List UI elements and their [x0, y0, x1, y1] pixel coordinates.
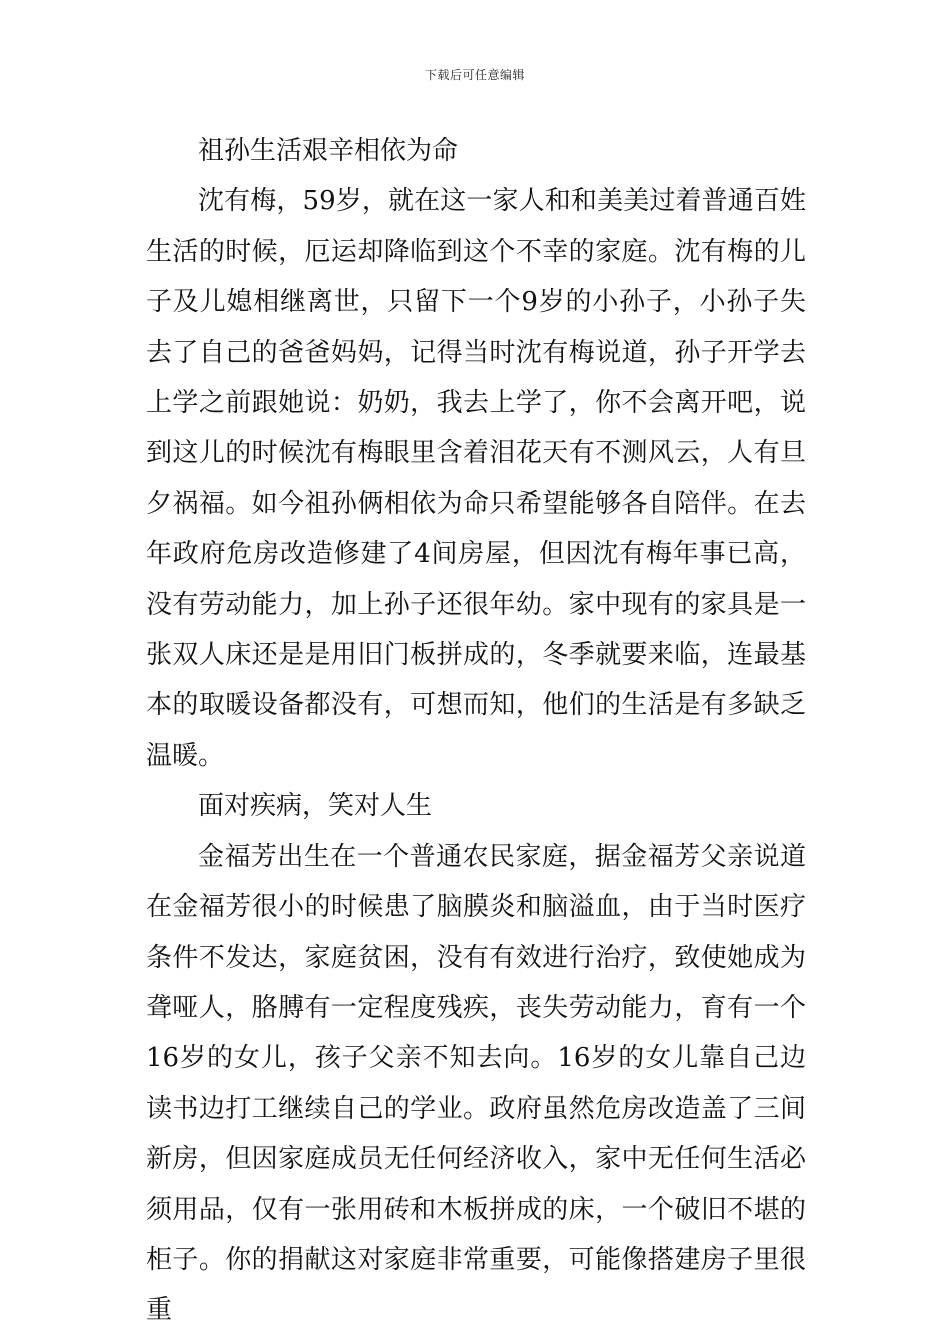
page-header: 下载后可任意编辑 [424, 68, 525, 82]
document-body [146, 126, 806, 1336]
section-heading-2: 面对疾病，笑对人生 [198, 791, 433, 822]
body-paragraph-2: 金福芳出生在一个普通农民家庭，据金福芳父亲说道在金福芳很小的时候患了脑膜炎和脑溢血，由于当时医疗条件不发达，家庭贫困，没有有效进行治疗，致使她成为聋哑人，胳膊有一定程度残疾，丧失劳动能力，育有一个16岁的女儿，孩子父亲不知去向。16岁的女儿靠自己边读书边打工继续自己的学业。政府虽然危房改造盖了三间新房，但因家庭成员无任何经济收入，家中无任何生活必须用品，仅有一张用砖和木板拼成的床，一个破旧不堪的柜子。你的捐献这对家庭非常重要，可能像搭建房子里很重 [146, 841, 806, 1326]
body-paragraph-1: 沈有梅，59岁，就在这一家人和和美美过着普通百姓生活的时候，厄运却降临到这个不幸的家庭。沈有梅的儿子及儿媳相继离世，只留下一个9岁的小孙子，小孙子失去了自己的爸爸妈妈，记得当时沈有梅说道，孙子开学去上学之前跟她说：奶奶，我去上学了，你不会离开吧，说到这儿的时候沈有梅眼里含着泪花天有不测风云，人有旦夕祸福。如今祖孙俩相依为命只希望能够各自陪伴。在去年政府危房改造修建了4间房屋，但因沈有梅年事已高，没有劳动能力，加上孙子还很年幼。家中现有的家具是一张双人床还是是用旧门板拼成的，冬季就要来临，连最基本的取暖设备都没有，可想而知，他们的生活是有多缺乏温暖。 [146, 186, 806, 771]
section-heading-1: 祖孙生活艰辛相依为命 [198, 136, 459, 166]
